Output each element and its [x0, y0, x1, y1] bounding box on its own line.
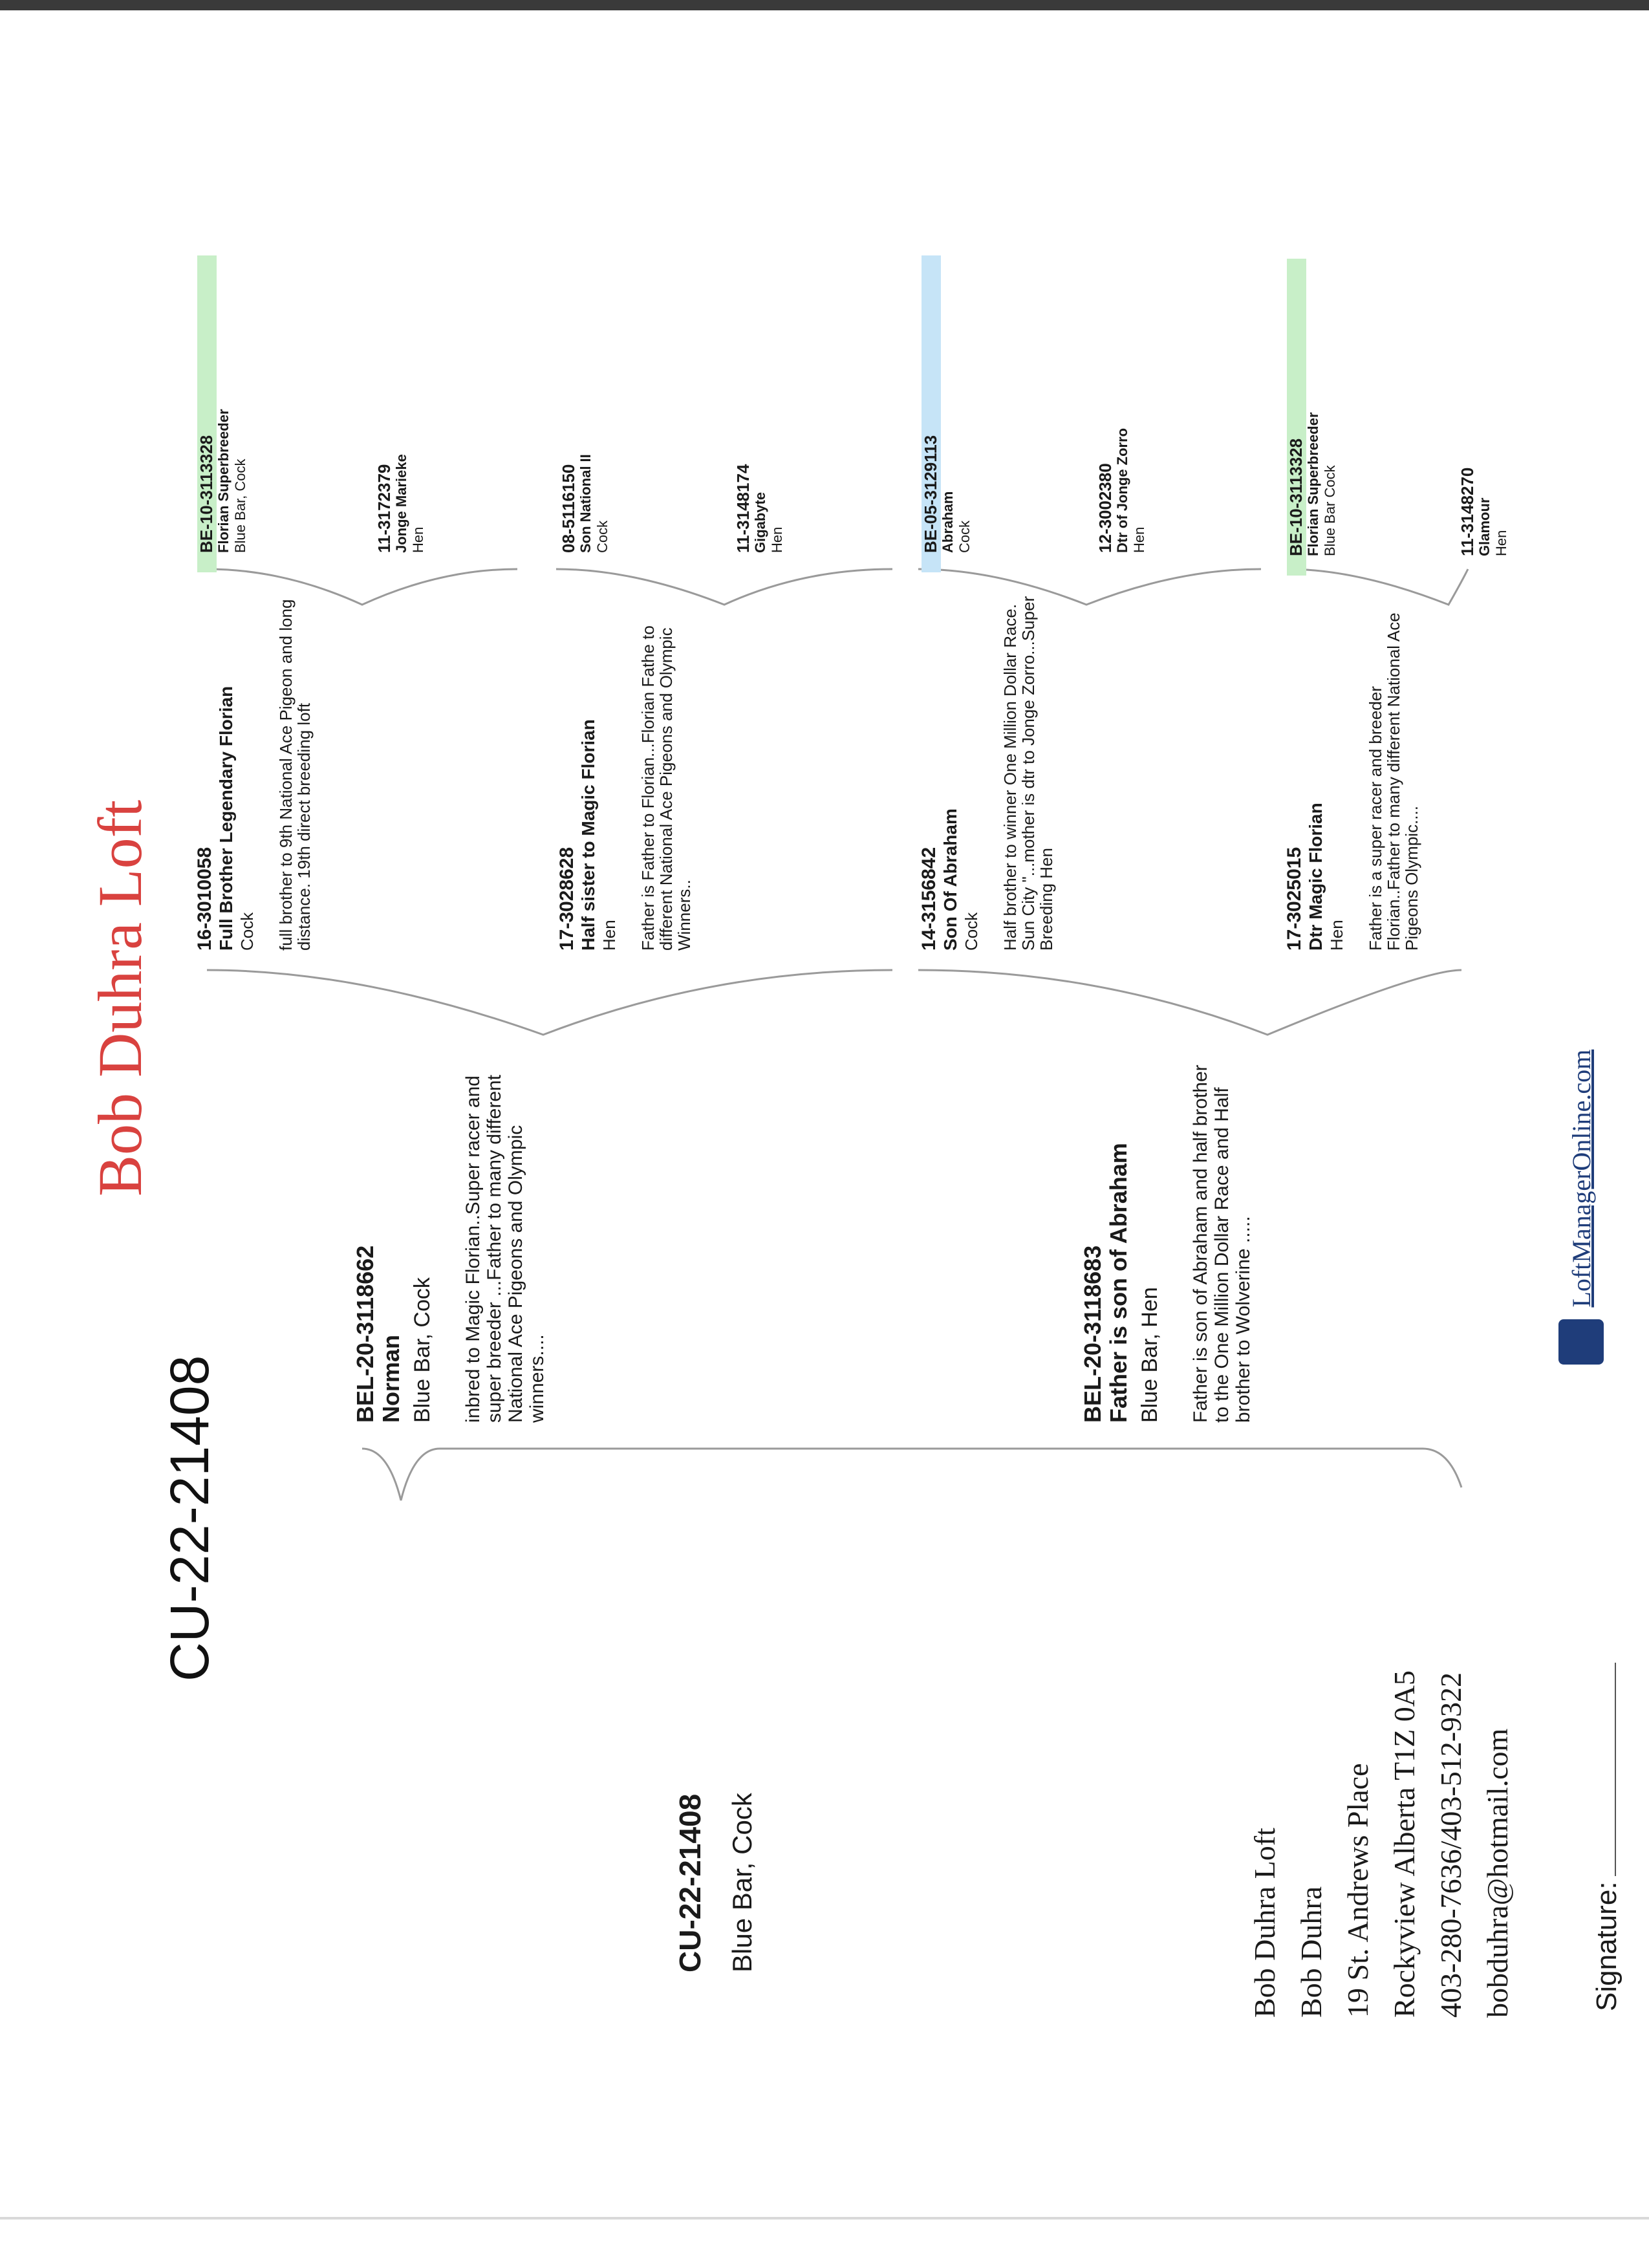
owner-city: Rockyview Alberta T1Z 0A5 — [1388, 1670, 1421, 2018]
ggp4-name: Gigabyte — [752, 491, 768, 553]
great-grandparent-8 — [1458, 468, 1510, 556]
gp3-band: 14-3156842 — [918, 847, 940, 951]
great-grandparent-1 — [197, 409, 249, 553]
subject-pigeon — [673, 1793, 758, 1972]
owner-email: bobduhra@hotmail.com — [1481, 1728, 1514, 2018]
ggp1-band: BE-10-3113328 — [197, 435, 216, 553]
dam-notes: Father is son of Abraham and half brother to the One Million Dollar Race and Half brother to Wolverine ..... — [1190, 1064, 1254, 1423]
great-grandparent-5 — [921, 435, 973, 553]
logo-text: LoftManagerOnline.com — [1566, 1049, 1596, 1308]
gp4-name: Dtr Magic Florian — [1306, 803, 1326, 951]
ggp3-name: Son National II — [577, 454, 594, 553]
sire-card — [352, 1061, 548, 1423]
ggp5-band: BE-05-3129113 — [921, 435, 940, 553]
great-grandparent-2 — [375, 454, 427, 553]
ggp8-band: 11-3148270 — [1458, 467, 1477, 556]
brace-subject — [362, 1449, 1461, 1500]
owner-street: 19 St. Andrews Place — [1341, 1763, 1374, 2018]
ggp4-band: 11-3148174 — [733, 464, 753, 553]
loft-title: Bob Duhra Loft — [85, 799, 155, 1196]
gp3-name: Son Of Abraham — [940, 808, 960, 951]
owner-loft: Bob Duhra Loft — [1248, 1828, 1281, 2018]
owner-contact — [1242, 1670, 1521, 2018]
sire-band: BEL-20-3118662 — [352, 1245, 378, 1423]
grandparent-3 — [918, 589, 1055, 951]
subject-color-sex: Blue Bar, Cock — [727, 1793, 757, 1972]
great-grandparent-4 — [734, 464, 786, 553]
subject-band: CU-22-21408 — [673, 1793, 707, 1972]
ggp1-name: Florian Superbreeder — [215, 409, 232, 553]
ggp8-info: Hen — [1493, 530, 1509, 556]
great-grandparent-7 — [1287, 412, 1339, 556]
ggp3-band: 08-5116150 — [559, 464, 578, 553]
dam-band: BEL-20-3118683 — [1079, 1245, 1106, 1423]
ggp2-name: Jonge Marieke — [393, 454, 409, 553]
gp4-notes: Father is a super racer and breeder Florian..Father to many different National Ace Pigeons Olympic.... — [1366, 612, 1421, 951]
ggp2-band: 11-3172379 — [374, 464, 394, 553]
gp4-sex: Hen — [1327, 920, 1346, 951]
sire-color-sex: Blue Bar, Cock — [410, 1277, 435, 1423]
signature-line — [1615, 1663, 1616, 1876]
dam-color-sex: Blue Bar, Hen — [1137, 1287, 1162, 1423]
brace-dam — [918, 970, 1461, 1035]
ggp4-info: Hen — [769, 526, 785, 553]
ggp7-band: BE-10-3113328 — [1286, 438, 1306, 556]
gp2-notes: Father is Father to Florian...Florian Fathe to different National Ace Pigeons and Olympic Winners.. — [638, 625, 694, 951]
sire-name: Norman — [378, 1334, 404, 1423]
gp2-band: 17-3028628 — [556, 847, 577, 951]
ggp8-name: Glamour — [1476, 497, 1493, 556]
gp2-name: Half sister to Magic Florian — [578, 719, 598, 951]
ggp5-name: Abraham — [940, 491, 956, 553]
ggp5-info: Cock — [956, 520, 973, 553]
loftmanager-logo — [1558, 1050, 1604, 1365]
gp3-sex: Cock — [962, 912, 981, 951]
ggp7-info: Blue Bar Cock — [1322, 465, 1338, 556]
ggp2-info: Hen — [410, 526, 426, 553]
signature-field[interactable] — [1591, 1663, 1623, 2011]
ggp6-band: 12-3002380 — [1095, 463, 1115, 553]
grandparent-2 — [556, 589, 693, 951]
grandparent-1 — [194, 589, 313, 951]
ggp1-info: Blue Bar, Cock — [232, 459, 248, 553]
owner-phone: 403-280-7636/403-512-9322 — [1434, 1672, 1467, 2018]
great-grandparent-6 — [1096, 428, 1148, 553]
logo-mark-icon — [1558, 1319, 1604, 1365]
gp1-sex: Cock — [237, 912, 257, 951]
brace-sire — [207, 970, 892, 1035]
ggp7-name: Florian Superbreeder — [1305, 412, 1321, 556]
ggp6-info: Hen — [1131, 526, 1147, 553]
owner-name: Bob Duhra — [1295, 1886, 1328, 2018]
pedigree-id: CU-22-21408 — [159, 1355, 220, 1681]
sire-notes: inbred to Magic Florian..Super racer and super breeder ...Father to many different National Ace Pigeons and Olympic winners.... — [462, 1074, 548, 1423]
signature-label: Signature: — [1591, 1881, 1622, 2011]
gp4-band: 17-3025015 — [1284, 847, 1305, 951]
great-grandparent-3 — [559, 454, 611, 553]
grandparent-4 — [1284, 589, 1421, 951]
gp1-band: 16-3010058 — [194, 847, 215, 951]
ggp3-info: Cock — [594, 520, 610, 553]
dam-name: Father is son of Abraham — [1105, 1143, 1132, 1423]
gp2-sex: Hen — [599, 920, 619, 951]
ggp6-name: Dtr of Jonge Zorro — [1114, 427, 1130, 553]
gp1-name: Full Brother Legendary Florian — [216, 686, 236, 951]
gp3-notes: Half brother to winner One Million Dollar Race. Sun City "...mother is dtr to Jonge Zorro...Super Breeding Hen — [1000, 596, 1056, 951]
gp1-notes: full brother to 9th National Ace Pigeon and long distance. 19th direct breeding loft — [276, 599, 314, 951]
dam-card — [1080, 1061, 1254, 1423]
